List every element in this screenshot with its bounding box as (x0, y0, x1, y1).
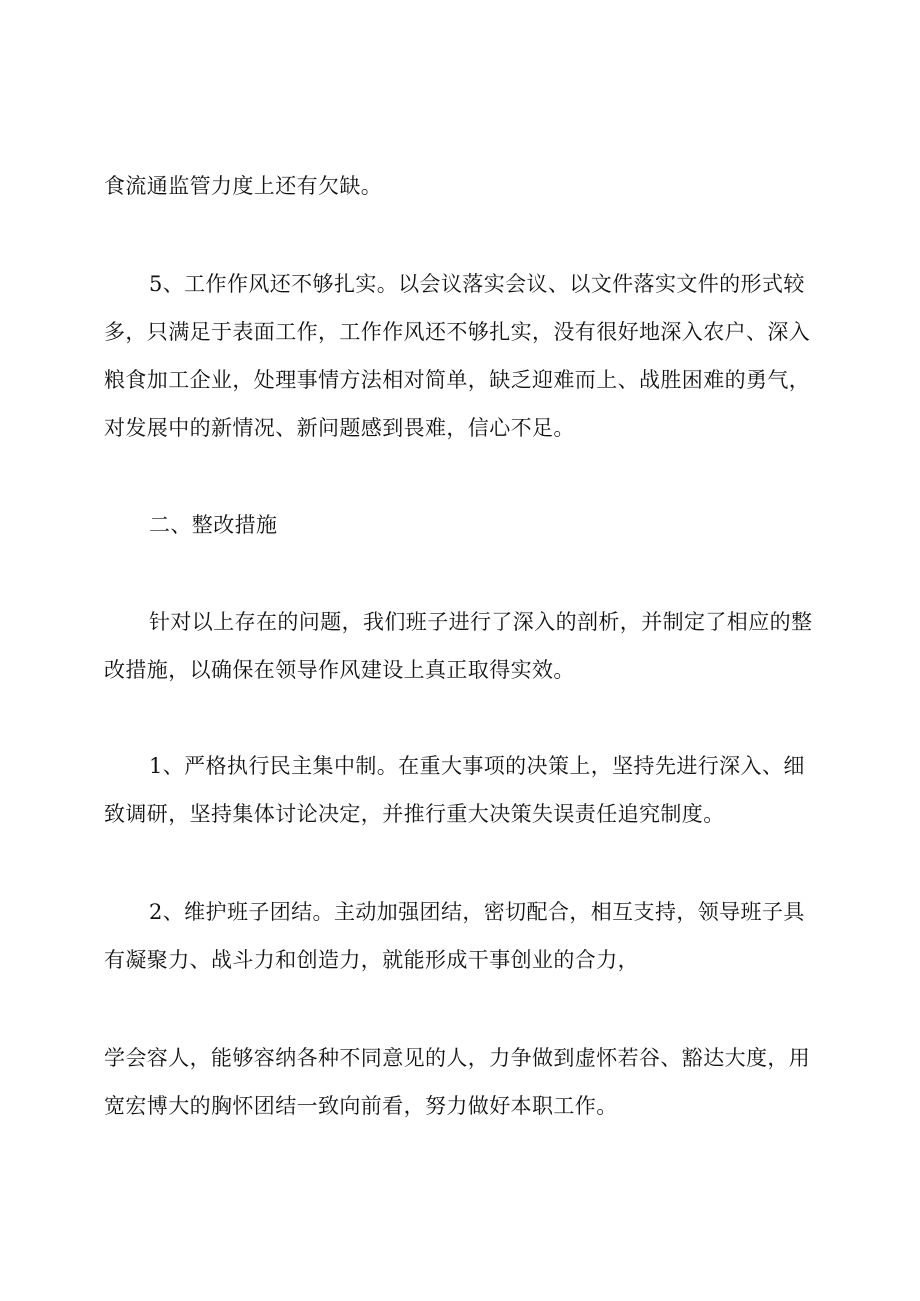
paragraph-line: 1、严格执行民主集中制。在重大事项的决策上，坚持先进行深入、细 (149, 754, 805, 778)
paragraph-line: 2、维护班子团结。主动加强团结，密切配合，相互支持，领导班子具 (149, 900, 805, 924)
paragraph-line: 多，只满足于表面工作，工作作风还不够扎实，没有很好地深入农户、深入 (104, 320, 811, 344)
paragraph-line: 学会容人，能够容纳各种不同意见的人，力争做到虚怀若谷、豁达大度，用 (104, 1046, 811, 1070)
paragraph-line: 食流通监管力度上还有欠缺。 (104, 174, 383, 198)
section-heading: 二、整改措施 (149, 513, 278, 537)
paragraph-line: 改措施，以确保在领导作风建设上真正取得实效。 (104, 658, 575, 682)
paragraph-line: 宽宏博大的胸怀团结一致向前看，努力做好本职工作。 (104, 1094, 618, 1118)
paragraph-line: 粮食加工企业，处理事情方法相对简单，缺乏迎难而上、战胜困难的勇气， (104, 368, 811, 392)
paragraph-line: 致调研，坚持集体讨论决定，并推行重大决策失误责任追究制度。 (104, 802, 725, 826)
paragraph-line: 对发展中的新情况、新问题感到畏难，信心不足。 (104, 416, 575, 440)
paragraph-line: 有凝聚力、战斗力和创造力，就能形成干事创业的合力， (104, 948, 639, 972)
paragraph-line: 针对以上存在的问题，我们班子进行了深入的剖析，并制定了相应的整 (149, 610, 813, 634)
paragraph-line: 5、工作作风还不够扎实。以会议落实会议、以文件落实文件的形式较 (149, 272, 805, 296)
